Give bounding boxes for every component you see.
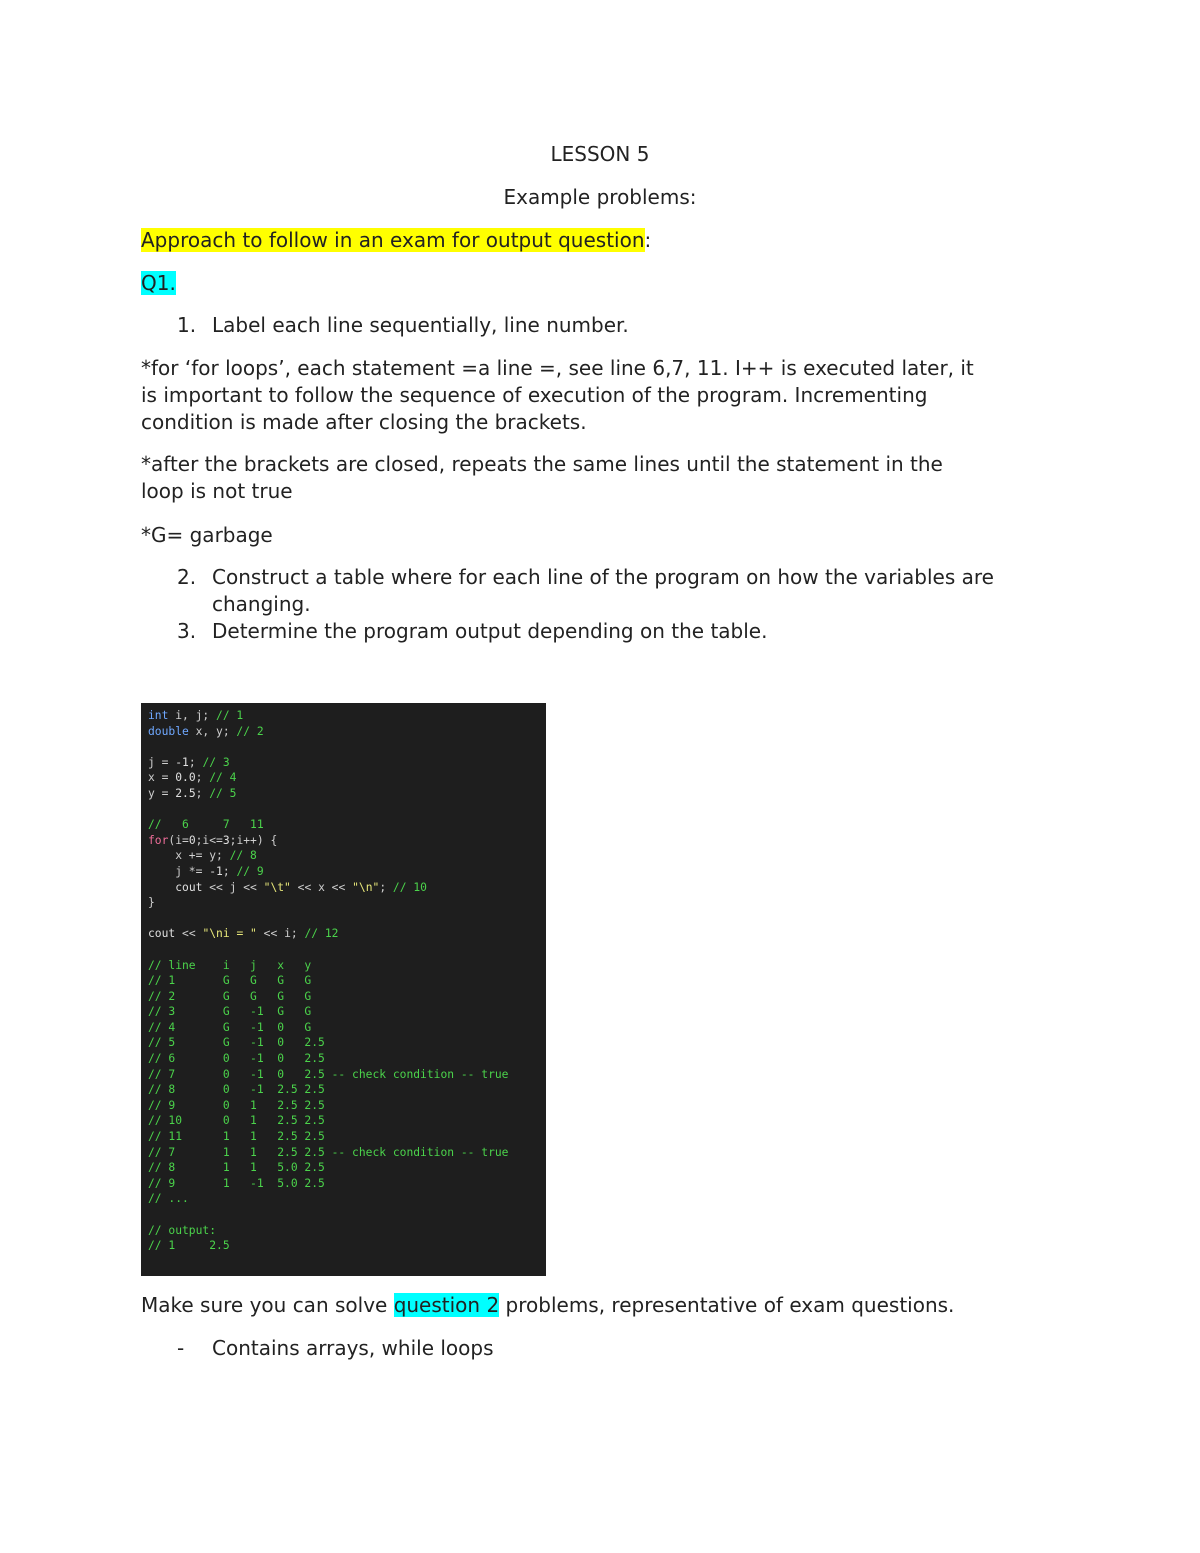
code-line: // 7 1 1 2.5 2.5 -- check condition -- true xyxy=(148,1145,509,1159)
question-2-highlight: question 2 xyxy=(393,1293,500,1317)
closing-sentence xyxy=(141,1292,954,1319)
code-line: // 10 0 1 2.5 2.5 xyxy=(148,1114,325,1128)
code-line: cout << "\ni = " << i; // 12 xyxy=(148,927,339,941)
code-screenshot xyxy=(141,703,546,1276)
step-2-text-line-2: changing. xyxy=(212,592,311,616)
code-line: // line i j x y xyxy=(148,958,312,972)
code-line: y = 2.5; // 5 xyxy=(148,786,237,800)
code-line: // ... xyxy=(148,1192,189,1206)
code-line: // 11 1 1 2.5 2.5 xyxy=(148,1130,325,1144)
code-line: cout << j << "\t" << x << "\n"; // 10 xyxy=(175,880,427,894)
code-line: // 6 0 -1 0 2.5 xyxy=(148,1052,325,1066)
code-line: // output: xyxy=(148,1223,217,1237)
q1-highlight: Q1. xyxy=(141,271,176,295)
note-garbage: *G= garbage xyxy=(141,523,273,547)
bullet-text: Contains arrays, while loops xyxy=(212,1336,494,1360)
note-after-brackets-line-1: *after the brackets are closed, repeats the same lines until the statement in the xyxy=(141,452,943,476)
bullet-marker: - xyxy=(177,1336,185,1360)
step-2-number: 2. xyxy=(177,565,197,589)
step-2-text-line-1: Construct a table where for each line of the program on how the variables are xyxy=(212,565,994,589)
code-block xyxy=(148,708,546,1254)
code-line: // 4 G -1 0 G xyxy=(148,1020,312,1034)
step-1-number: 1. xyxy=(177,313,197,337)
code-line: } xyxy=(148,896,155,910)
approach-heading xyxy=(141,227,651,254)
code-line: int i, j; // 1 xyxy=(148,709,244,722)
code-line: // 5 G -1 0 2.5 xyxy=(148,1036,325,1050)
code-line: j = -1; // 3 xyxy=(148,755,230,769)
code-line: // 1 2.5 xyxy=(148,1239,230,1253)
note-for-loops-line-3: condition is made after closing the brackets. xyxy=(141,410,587,434)
step-3-text: Determine the program output depending on the table. xyxy=(212,619,768,643)
approach-colon: : xyxy=(644,228,652,252)
step-1-text: Label each line sequentially, line number. xyxy=(212,313,629,337)
page-title: LESSON 5 xyxy=(550,142,650,166)
code-line: // 7 0 -1 0 2.5 -- check condition -- true xyxy=(148,1067,509,1081)
code-line: // 9 0 1 2.5 2.5 xyxy=(148,1098,325,1112)
code-line: // 6 7 11 xyxy=(148,818,264,832)
code-line: x += y; // 8 xyxy=(148,849,257,863)
approach-highlight: Approach to follow in an exam for output question xyxy=(141,228,645,252)
note-after-brackets-line-2: loop is not true xyxy=(141,479,293,503)
code-line: double x, y; // 2 xyxy=(148,724,264,738)
step-3-number: 3. xyxy=(177,619,197,643)
closing-before: Make sure you can solve xyxy=(141,1293,394,1317)
code-line: // 8 0 -1 2.5 2.5 xyxy=(148,1083,325,1097)
code-line: x = 0.0; // 4 xyxy=(148,771,237,785)
note-for-loops-line-2: is important to follow the sequence of execution of the program. Incrementing xyxy=(141,383,928,407)
code-line: // 9 1 -1 5.0 2.5 xyxy=(148,1176,325,1190)
note-for-loops-line-1: *for ‘for loops’, each statement =a line =, see line 6,7, 11. I++ is executed later, it xyxy=(141,356,974,380)
code-line: for(i=0;i<=3;i++) { xyxy=(148,833,278,847)
code-line: // 1 G G G G xyxy=(148,974,312,988)
code-line: j *= -1; // 9 xyxy=(148,864,264,878)
page-subtitle: Example problems: xyxy=(503,185,697,209)
code-line: // 3 G -1 G G xyxy=(148,1005,312,1019)
code-line: // 2 G G G G xyxy=(148,989,312,1003)
code-line: // 8 1 1 5.0 2.5 xyxy=(148,1161,325,1175)
q1-label xyxy=(141,270,176,297)
closing-after: problems, representative of exam questions. xyxy=(499,1293,955,1317)
